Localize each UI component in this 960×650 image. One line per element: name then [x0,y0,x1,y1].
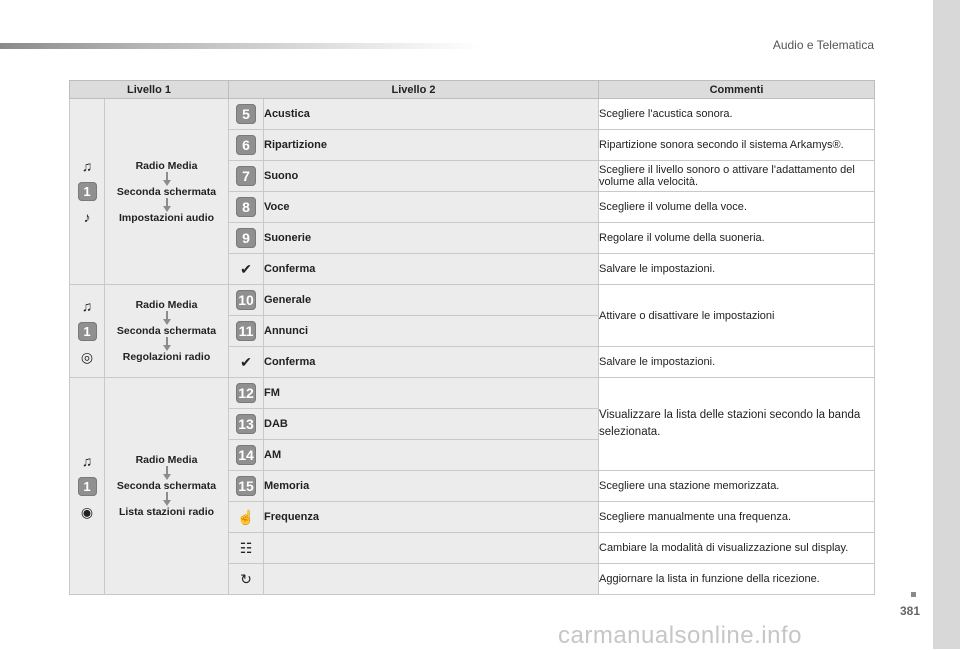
checkmark-icon: ✔ [240,353,252,370]
level2-icon-cell [229,130,264,161]
comment: Salvare le impostazioni. [599,254,875,285]
level2-icon-cell [229,440,264,471]
level1-icons [70,378,105,595]
comment: Scegliere l'acustica sonora. [599,99,875,130]
level2-name [264,533,599,564]
comment: Ripartizione sonora secondo il sistema Arkamys®. [599,130,875,161]
level1-path [105,99,229,285]
table-row [70,285,875,316]
level2-icon-cell [229,192,264,223]
level1-step: Seconda schermata [116,325,217,337]
level2-name: FM [264,378,599,409]
arrow-down-icon [163,492,171,506]
level1-step: Radio Media [135,299,198,311]
checkmark-icon: ✔ [240,260,252,277]
level2-name [264,564,599,595]
header-gradient-bar [0,43,480,49]
step-badge: 1 [78,477,97,496]
level2-name: Frequenza [264,502,599,533]
watermark: carmanualsonline.info [558,622,802,649]
level2-icon-cell [229,471,264,502]
step-badge: 1 [78,322,97,341]
level2-name: Suono [264,161,599,192]
column-header: Livello 1 [70,81,229,99]
level2-name: Suonerie [264,223,599,254]
level1-step: Seconda schermata [116,185,217,198]
step-badge: 6 [236,135,256,155]
corner-mark [911,592,916,597]
settings-table [69,80,875,595]
side-strip [933,0,960,649]
comment: Scegliere una stazione memorizzata. [599,471,875,502]
list-view-icon: ☷ [239,539,253,556]
table-row [70,378,875,409]
level1-icons [70,285,105,378]
level2-name: Voce [264,192,599,223]
level2-icon-cell [229,564,264,595]
comment: Scegliere il livello sonoro o attivare l'adattamento del volume alla velocità. [599,161,875,192]
level1-path [105,378,229,595]
level1-step: Lista stazioni radio [118,506,215,518]
radio-settings-icon: ◎ [80,348,94,365]
table-row [70,99,875,130]
music-note-icon: ♫ [81,158,93,174]
level2-name: Conferma [264,347,599,378]
music-note-settings-icon: ♪ [83,209,91,225]
step-badge: 13 [236,414,256,434]
music-note-icon: ♫ [81,452,93,469]
step-badge: 12 [236,383,256,403]
step-badge: 7 [236,166,256,186]
step-badge: 9 [236,228,256,248]
column-header: Livello 2 [229,81,599,99]
level1-path [105,285,229,378]
table-header-row [70,81,875,99]
step-badge: 10 [236,290,256,310]
level2-icon-cell [229,223,264,254]
comment: Scegliere manualmente una frequenza. [599,502,875,533]
arrow-down-icon [163,466,171,480]
comment: Attivare o disattivare le impostazioni [599,285,875,347]
level1-step: Radio Media [135,454,198,466]
arrow-down-icon [163,172,171,186]
level2-name: AM [264,440,599,471]
arrow-down-icon [163,337,171,351]
column-header: Commenti [599,81,875,99]
level2-name: Memoria [264,471,599,502]
hand-tap-icon: ☝ [237,508,255,525]
step-badge: 15 [236,476,256,496]
level1-step: Impostazioni audio [118,211,215,224]
level2-name: Ripartizione [264,130,599,161]
comment: Visualizzare la lista delle stazioni secondo la banda selezionata. [599,378,875,471]
arrow-down-icon [163,311,171,325]
step-badge: 14 [236,445,256,465]
level2-icon-cell [229,533,264,564]
comment: Aggiornare la lista in funzione della ricezione. [599,564,875,595]
step-badge: 5 [236,104,256,124]
level1-icons [70,99,105,285]
level2-name: Conferma [264,254,599,285]
page-number: 381 [899,604,920,618]
level2-icon-cell [229,409,264,440]
level2-name: Acustica [264,99,599,130]
level2-icon-cell [229,502,264,533]
music-note-icon: ♫ [81,297,93,314]
radio-station-icon: ◉ [80,503,94,520]
step-badge: 8 [236,197,256,217]
level2-icon-cell [229,161,264,192]
step-badge: 11 [236,321,256,341]
level2-name: DAB [264,409,599,440]
level2-icon-cell [229,378,264,409]
comment: Scegliere il volume della voce. [599,192,875,223]
level2-icon-cell [229,254,264,285]
comment: Regolare il volume della suoneria. [599,223,875,254]
refresh-icon: ↻ [240,570,252,587]
level2-icon-cell [229,285,264,316]
comment: Cambiare la modalità di visualizzazione sul display. [599,533,875,564]
level1-step: Radio Media [135,159,198,172]
level1-step: Regolazioni radio [122,351,211,363]
step-badge: 1 [78,182,97,201]
comment: Salvare le impostazioni. [599,347,875,378]
level2-name: Generale [264,285,599,316]
level2-icon-cell [229,99,264,130]
arrow-down-icon [163,198,171,212]
section-title: Audio e Telematica [772,38,874,52]
level2-icon-cell [229,316,264,347]
level2-icon-cell [229,347,264,378]
level1-step: Seconda schermata [116,480,217,492]
level2-name: Annunci [264,316,599,347]
